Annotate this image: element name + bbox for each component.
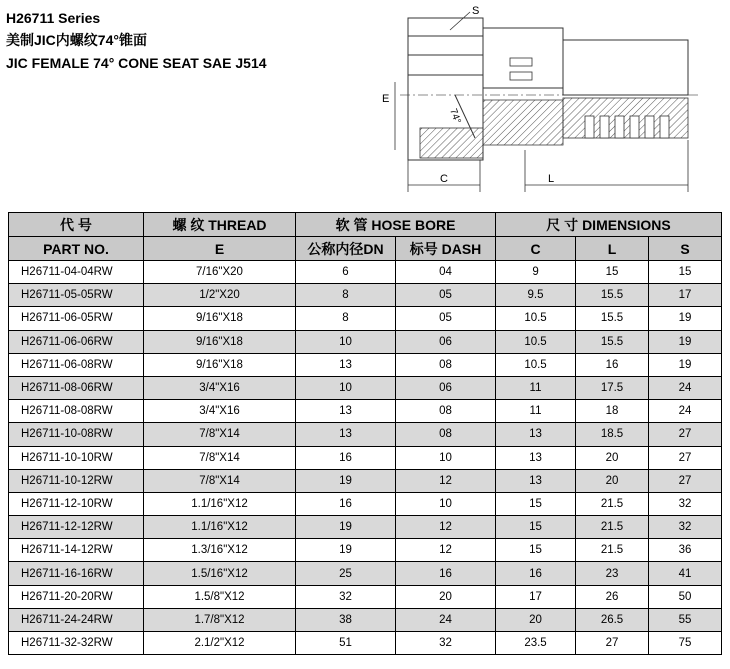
- thread-cell: 7/8"X14: [144, 469, 296, 492]
- s-cell: 32: [649, 516, 722, 539]
- header-dn: 公称内径DN: [296, 237, 396, 261]
- s-cell: 27: [649, 423, 722, 446]
- dash-cell: 05: [396, 284, 496, 307]
- l-cell: 15.5: [576, 330, 649, 353]
- thread-cell: 1.5/16"X12: [144, 562, 296, 585]
- s-cell: 19: [649, 307, 722, 330]
- thread-cell: 9/16"X18: [144, 330, 296, 353]
- table-row: [9, 492, 722, 515]
- header-l: L: [576, 237, 649, 261]
- thread-cell: 9/16"X18: [144, 353, 296, 376]
- title-block: [6, 8, 267, 74]
- c-cell: 13: [496, 423, 576, 446]
- dash-cell: 10: [396, 446, 496, 469]
- header-e: E: [144, 237, 296, 261]
- dash-cell: 10: [396, 492, 496, 515]
- l-cell: 15.5: [576, 284, 649, 307]
- dn-cell: 8: [296, 284, 396, 307]
- part-no-cell: H26711-08-08RW: [9, 400, 144, 423]
- dash-cell: 08: [396, 400, 496, 423]
- thread-cell: 7/8"X14: [144, 423, 296, 446]
- dash-cell: 06: [396, 330, 496, 353]
- thread-cell: 3/4"X16: [144, 400, 296, 423]
- spec-table: [8, 212, 722, 655]
- label-l: L: [548, 173, 555, 185]
- dn-cell: 6: [296, 261, 396, 284]
- part-no-cell: H26711-12-10RW: [9, 492, 144, 515]
- label-s: S: [472, 5, 480, 17]
- table-row: [9, 353, 722, 376]
- part-no-cell: H26711-06-08RW: [9, 353, 144, 376]
- part-no-cell: H26711-14-12RW: [9, 539, 144, 562]
- ferrule-outline: [563, 40, 688, 95]
- c-cell: 11: [496, 400, 576, 423]
- dash-cell: 32: [396, 632, 496, 655]
- series-title: H26711 Series: [6, 10, 101, 26]
- dn-cell: 8: [296, 307, 396, 330]
- s-cell: 55: [649, 608, 722, 631]
- dn-cell: 51: [296, 632, 396, 655]
- header-hose-bore: 软 管 HOSE BORE: [296, 213, 496, 237]
- l-cell: 16: [576, 353, 649, 376]
- s-cell: 19: [649, 330, 722, 353]
- thread-cell: 7/16"X20: [144, 261, 296, 284]
- table-row: [9, 284, 722, 307]
- l-cell: 15: [576, 261, 649, 284]
- thread-cell: 1/2"X20: [144, 284, 296, 307]
- part-no-cell: H26711-10-10RW: [9, 446, 144, 469]
- dash-cell: 24: [396, 608, 496, 631]
- table-row: [9, 400, 722, 423]
- dn-cell: 10: [296, 330, 396, 353]
- l-cell: 20: [576, 446, 649, 469]
- thread-cell: 1.1/16"X12: [144, 516, 296, 539]
- c-cell: 9.5: [496, 284, 576, 307]
- c-cell: 23.5: [496, 632, 576, 655]
- header-c: C: [496, 237, 576, 261]
- fitting-drawing: [380, 0, 710, 200]
- dash-cell: 12: [396, 516, 496, 539]
- s-cell: 75: [649, 632, 722, 655]
- thread-cell: 7/8"X14: [144, 446, 296, 469]
- thread-cell: 1.3/16"X12: [144, 539, 296, 562]
- dn-cell: 38: [296, 608, 396, 631]
- dn-cell: 32: [296, 585, 396, 608]
- thread-cell: 9/16"X18: [144, 307, 296, 330]
- c-cell: 13: [496, 469, 576, 492]
- s-cell: 27: [649, 469, 722, 492]
- s-cell: 41: [649, 562, 722, 585]
- dash-cell: 20: [396, 585, 496, 608]
- part-no-cell: H26711-10-12RW: [9, 469, 144, 492]
- label-e: E: [382, 93, 390, 105]
- label-c: C: [440, 173, 448, 185]
- c-cell: 10.5: [496, 330, 576, 353]
- table-row: [9, 608, 722, 631]
- dn-cell: 19: [296, 516, 396, 539]
- table-row: [9, 423, 722, 446]
- c-cell: 16: [496, 562, 576, 585]
- part-no-cell: H26711-04-04RW: [9, 261, 144, 284]
- s-cell: 24: [649, 376, 722, 399]
- c-cell: 11: [496, 376, 576, 399]
- dn-cell: 16: [296, 492, 396, 515]
- s-cell: 32: [649, 492, 722, 515]
- dash-cell: 08: [396, 353, 496, 376]
- thread-cell: 1.5/8"X12: [144, 585, 296, 608]
- l-cell: 18: [576, 400, 649, 423]
- dn-cell: 10: [296, 376, 396, 399]
- part-no-cell: H26711-24-24RW: [9, 608, 144, 631]
- l-cell: 27: [576, 632, 649, 655]
- s-cell: 15: [649, 261, 722, 284]
- c-cell: 10.5: [496, 353, 576, 376]
- part-no-cell: H26711-10-08RW: [9, 423, 144, 446]
- l-cell: 18.5: [576, 423, 649, 446]
- l-cell: 15.5: [576, 307, 649, 330]
- l-cell: 20: [576, 469, 649, 492]
- part-no-cell: H26711-08-06RW: [9, 376, 144, 399]
- c-cell: 17: [496, 585, 576, 608]
- dn-cell: 25: [296, 562, 396, 585]
- l-cell: 21.5: [576, 492, 649, 515]
- header-part-no: PART NO.: [9, 237, 144, 261]
- dn-cell: 19: [296, 539, 396, 562]
- chinese-title: 美制JIC内螺纹74°锥面: [6, 32, 147, 48]
- part-no-cell: H26711-05-05RW: [9, 284, 144, 307]
- thread-cell: 1.7/8"X12: [144, 608, 296, 631]
- part-no-cell: H26711-20-20RW: [9, 585, 144, 608]
- l-cell: 17.5: [576, 376, 649, 399]
- nut-section: [420, 128, 483, 158]
- header-s: S: [649, 237, 722, 261]
- header-dimensions: 尺 寸 DIMENSIONS: [496, 213, 722, 237]
- english-title: JIC FEMALE 74° CONE SEAT SAE J514: [6, 55, 267, 71]
- c-cell: 15: [496, 492, 576, 515]
- thread-cell: 2.1/2"X12: [144, 632, 296, 655]
- c-cell: 10.5: [496, 307, 576, 330]
- s-cell: 19: [649, 353, 722, 376]
- dn-cell: 19: [296, 469, 396, 492]
- thread-cell: 3/4"X16: [144, 376, 296, 399]
- dash-cell: 06: [396, 376, 496, 399]
- c-cell: 15: [496, 539, 576, 562]
- part-no-cell: H26711-32-32RW: [9, 632, 144, 655]
- l-cell: 21.5: [576, 516, 649, 539]
- dn-cell: 13: [296, 423, 396, 446]
- l-cell: 26: [576, 585, 649, 608]
- dash-cell: 04: [396, 261, 496, 284]
- c-cell: 15: [496, 516, 576, 539]
- s-cell: 27: [649, 446, 722, 469]
- body-section: [483, 100, 563, 145]
- table-row: [9, 330, 722, 353]
- table-row: [9, 539, 722, 562]
- thread-cell: 1.1/16"X12: [144, 492, 296, 515]
- part-no-cell: H26711-06-06RW: [9, 330, 144, 353]
- dn-cell: 16: [296, 446, 396, 469]
- c-cell: 20: [496, 608, 576, 631]
- dash-cell: 08: [396, 423, 496, 446]
- part-no-cell: H26711-12-12RW: [9, 516, 144, 539]
- dn-cell: 13: [296, 400, 396, 423]
- part-no-cell: H26711-06-05RW: [9, 307, 144, 330]
- header-code: 代 号: [9, 213, 144, 237]
- dash-cell: 12: [396, 539, 496, 562]
- label-angle: 74°: [447, 107, 463, 126]
- table-row: [9, 376, 722, 399]
- l-cell: 23: [576, 562, 649, 585]
- table-row: [9, 261, 722, 284]
- table-row: [9, 632, 722, 655]
- dn-cell: 13: [296, 353, 396, 376]
- s-cell: 36: [649, 539, 722, 562]
- table-row: [9, 585, 722, 608]
- header-dash: 标号 DASH: [396, 237, 496, 261]
- header-thread: 螺 纹 THREAD: [144, 213, 296, 237]
- dash-cell: 05: [396, 307, 496, 330]
- l-cell: 21.5: [576, 539, 649, 562]
- c-cell: 13: [496, 446, 576, 469]
- l-cell: 26.5: [576, 608, 649, 631]
- table-row: [9, 516, 722, 539]
- table-row: [9, 446, 722, 469]
- table-row: [9, 307, 722, 330]
- c-cell: 9: [496, 261, 576, 284]
- s-cell: 17: [649, 284, 722, 307]
- table-row: [9, 562, 722, 585]
- dash-cell: 16: [396, 562, 496, 585]
- table-row: [9, 469, 722, 492]
- s-cell: 24: [649, 400, 722, 423]
- part-no-cell: H26711-16-16RW: [9, 562, 144, 585]
- s-cell: 50: [649, 585, 722, 608]
- dash-cell: 12: [396, 469, 496, 492]
